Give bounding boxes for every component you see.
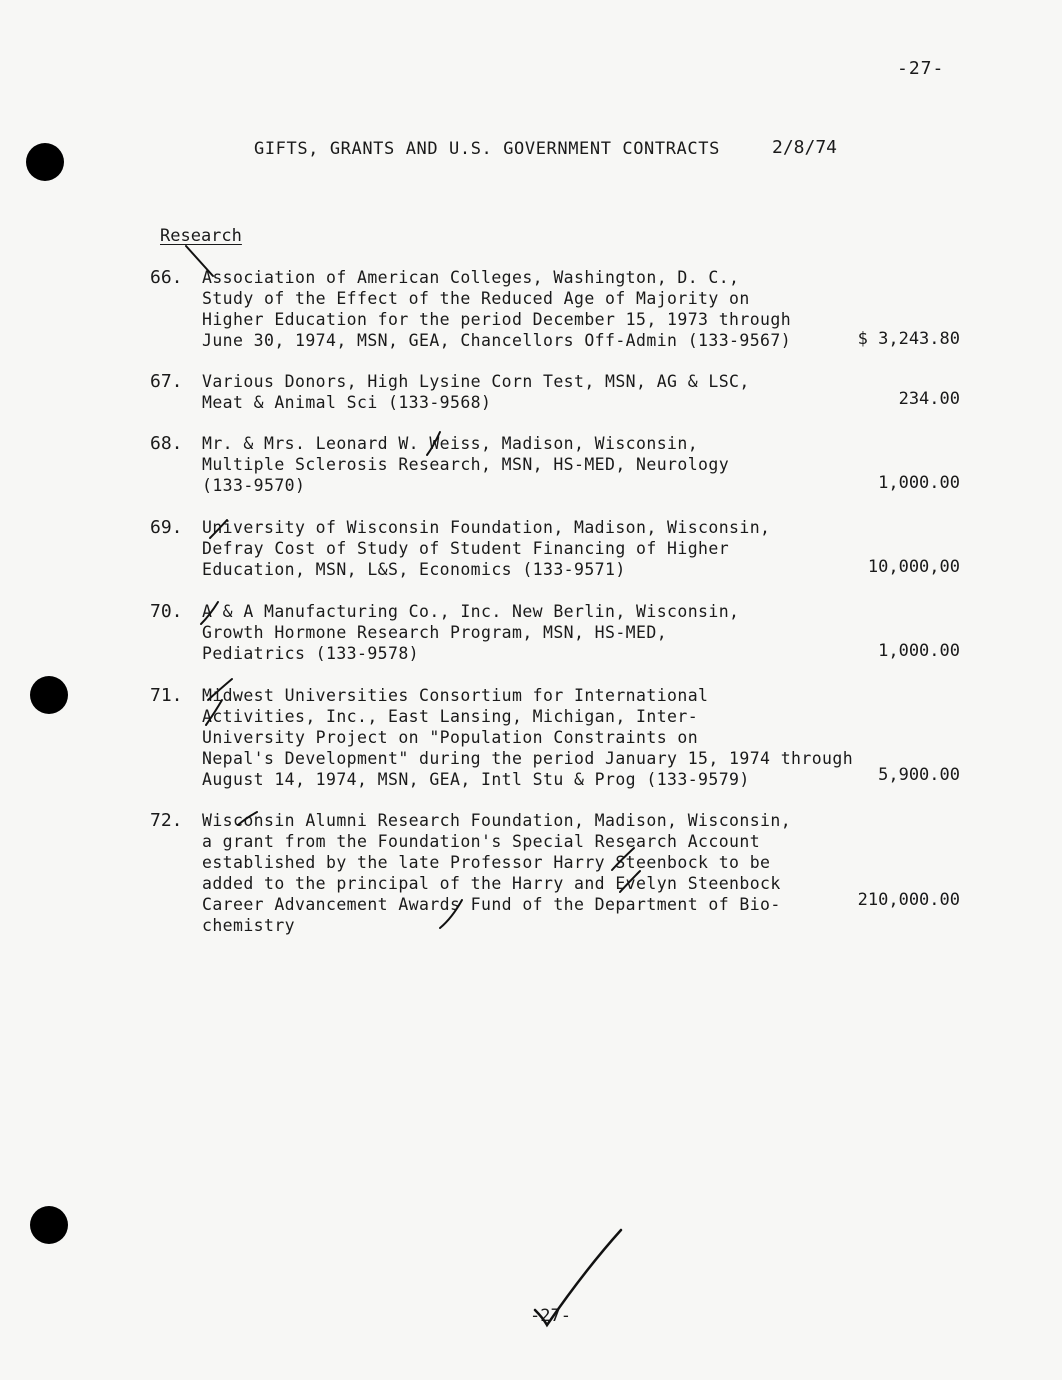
entry-number: 72. [150,810,183,831]
entry-number: 70. [150,601,183,622]
entry-line: Mr. & Mrs. Leonard W. Weiss, Madison, Wisconsin, [202,434,699,453]
entry-description [202,685,892,790]
grant-entry [150,267,960,355]
entry-line: Nepal's Development" during the period January 15, 1974 through [202,749,854,768]
punch-hole-bottom [30,1206,68,1244]
entry-line: established by the late Professor Harry Steenbock to be [202,853,771,872]
entry-line: chemistry [202,916,296,935]
section-heading: Research [160,226,242,246]
punch-hole-top [26,143,64,181]
entry-line: Various Donors, High Lysine Corn Test, MSN, AG & LSC, [202,372,750,391]
entry-description [202,371,892,413]
grant-entry [150,371,960,417]
grant-entry [150,685,960,793]
punch-hole-middle [30,676,68,714]
entry-line: Pediatrics (133-9578) [202,644,420,663]
entry-number: 71. [150,685,183,706]
entry-amount: 10,000,00 [867,557,960,577]
entry-description [202,433,892,496]
page-number-top: -27- [897,58,945,79]
entry-description [202,810,892,936]
entry-amount: 210,000.00 [857,890,960,910]
grant-entry [150,433,960,499]
entry-line: Multiple Sclerosis Research, MSN, HS-MED, Neurology [202,455,730,474]
entry-amount: $ 3,243.80 [857,329,960,349]
entry-amount: 1,000.00 [878,641,960,661]
entry-line: Career Advancement Awards Fund of the Department of Bio- [202,895,781,914]
entry-number: 66. [150,267,183,288]
entry-line: Education, MSN, L&S, Economics (133-9571) [202,560,626,579]
entry-line: A & A Manufacturing Co., Inc. New Berlin, Wisconsin, [202,602,740,621]
entry-line: Activities, Inc., East Lansing, Michigan, Inter- [202,707,699,726]
entry-line: Study of the Effect of the Reduced Age of Majority on [202,289,750,308]
entry-line: Wisconsin Alumni Research Foundation, Madison, Wisconsin, [202,811,792,830]
entry-line: Midwest Universities Consortium for International [202,686,709,705]
entry-number: 67. [150,371,183,392]
entry-amount: 234.00 [898,389,960,409]
entry-number: 69. [150,517,183,538]
grant-entry [150,601,960,667]
entry-line: Defray Cost of Study of Student Financing of Higher [202,539,730,558]
entry-amount: 5,900.00 [878,765,960,785]
entry-line: Association of American Colleges, Washington, D. C., [202,268,740,287]
entry-number: 68. [150,433,183,454]
entry-line: (133-9570) [202,476,306,495]
entry-line: a grant from the Foundation's Special Research Account [202,832,761,851]
grant-entry [150,810,960,938]
entry-description [202,517,892,580]
entry-line: University Project on "Population Constraints on [202,728,699,747]
entry-line: Meat & Animal Sci (133-9568) [202,393,492,412]
entry-line: Higher Education for the period December 15, 1973 through [202,310,792,329]
entry-amount: 1,000.00 [878,473,960,493]
page-number-bottom: -27- [530,1306,571,1326]
document-title: GIFTS, GRANTS AND U.S. GOVERNMENT CONTRACTS [254,139,720,159]
entry-line: August 14, 1974, MSN, GEA, Intl Stu & Prog (133-9579) [202,770,750,789]
entry-line: added to the principal of the Harry and Evelyn Steenbock [202,874,781,893]
entry-line: University of Wisconsin Foundation, Madison, Wisconsin, [202,518,771,537]
entry-line: June 30, 1974, MSN, GEA, Chancellors Off-Admin (133-9567) [202,331,792,350]
grant-entry [150,517,960,583]
entry-description [202,601,892,664]
entry-line: Growth Hormone Research Program, MSN, HS-MED, [202,623,668,642]
entry-description [202,267,892,351]
document-date: 2/8/74 [772,137,838,158]
